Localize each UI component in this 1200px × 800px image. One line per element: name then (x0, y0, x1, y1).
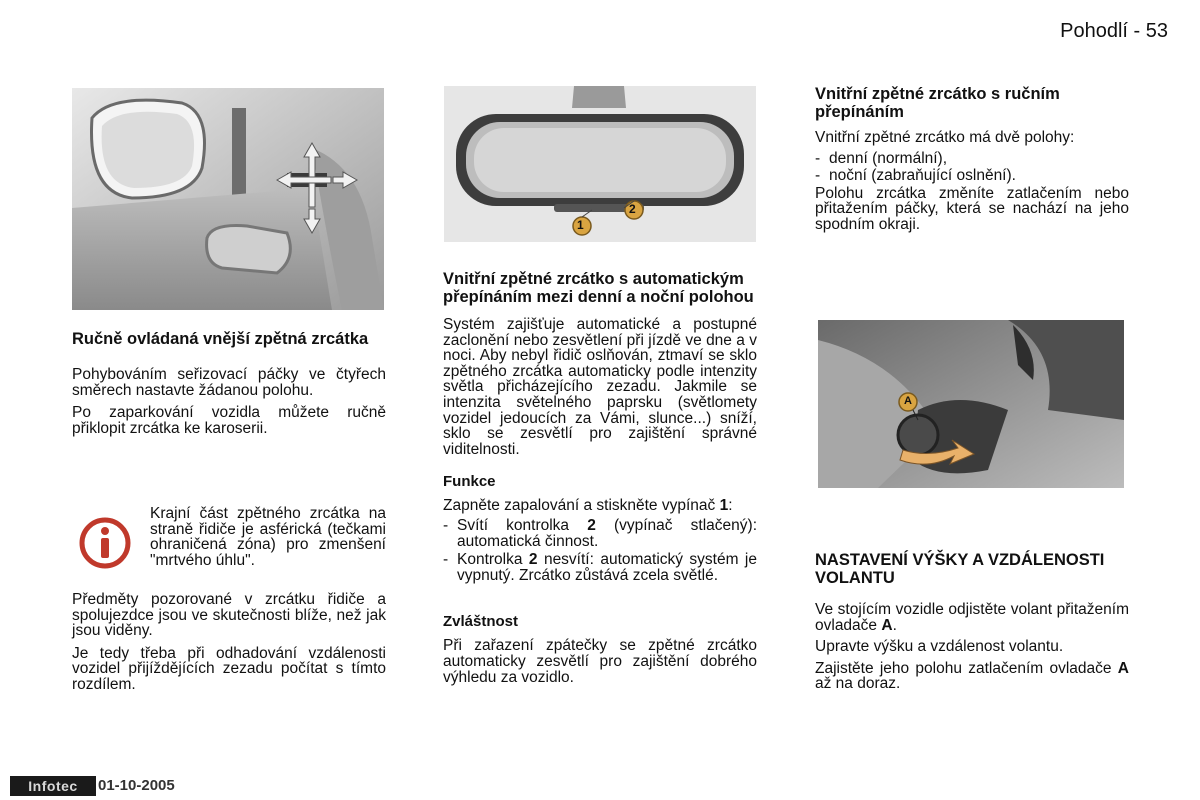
paragraph: Pohybováním seřizovací páčky ve čtyřech směrech nastavte žádanou polohu. (72, 366, 386, 399)
header-separator: - (1133, 20, 1141, 42)
paragraph: Polohu zrcátka změníte zatlačením nebo přitažením páčky, která se nachází na jeho spodním okraji. (815, 184, 1129, 233)
section-heading-auto-mirror: Vnitřní zpětné zrcátko s automatickým přepínáním mezi denní a noční polohou (443, 270, 754, 306)
indicator-ref: 2 (587, 516, 596, 534)
li-text: nesvítí: automatický systém je vypnutý. Zrcátko zůstává zcela světlé. (457, 551, 757, 584)
steering-lever-image (818, 320, 1124, 488)
page-header (1060, 20, 1168, 43)
paragraph: Při zařazení zpátečky se zpětné zrcátko automaticky zesvětlí pro zajištění dobrého výhledu za vozidlo. (443, 637, 757, 686)
exterior-mirror-illustration (72, 88, 384, 310)
paragraph: Je tedy třeba při odhadování vzdálenosti vozidel přijíždějících zezadu počítat s tímto rozdílem. (72, 644, 386, 693)
note-text: Krajní část zpětného zrcátka na straně řidiče je asférická (tečkami ohraničená zóna) pro zmenšení "mrtvého úhlu". (150, 505, 386, 569)
subheading-zvlastnost: Zvláštnost (443, 613, 519, 631)
section-heading-exterior-mirrors: Ručně ovládaná vnější zpětná zrcátka (72, 330, 369, 348)
list-item: - noční (zabraňující oslnění). (815, 168, 1129, 184)
paragraph: Po zaparkování vozidla můžete ručně přiklopit zrcátka ke karoserii. (72, 404, 386, 437)
funkce-intro-end: : (728, 497, 733, 515)
li-text: Kontrolka (457, 551, 529, 569)
info-icon-graphic (78, 516, 132, 570)
paragraph: Upravte výšku a vzdálenost volantu. (815, 638, 1064, 656)
paragraph (815, 661, 1129, 692)
callout-label-a: A (904, 395, 912, 407)
auto-mirror-section (443, 270, 757, 685)
callout-label-1: 1 (577, 218, 584, 232)
section-title: Pohodlí (1060, 20, 1128, 42)
para-text: . (892, 616, 897, 634)
paragraph: Předměty pozorované v zrcátku řidiče a spolujezdce jsou ve skutečnosti blíže, než jak jsou viděny. (72, 591, 386, 640)
li-text: Svítí kontrolka (457, 516, 588, 534)
callout-label-2: 2 (629, 202, 636, 216)
indicator-ref: 2 (528, 551, 538, 569)
list-item (443, 552, 757, 583)
print-date: 01-10-2005 (98, 777, 175, 794)
paragraph: Vnitřní zpětné zrcátko má dvě polohy: (815, 129, 1075, 146)
infotec-logo: Infotec (10, 776, 96, 796)
switch-ref: 1 (719, 497, 729, 515)
auto-rearview-mirror-image (444, 86, 756, 242)
section-heading-manual-mirror: Vnitřní zpětné zrcátko s ručním přepínáním (815, 85, 1060, 121)
paragraph (815, 602, 1129, 633)
info-note (150, 506, 386, 568)
funkce-intro (443, 498, 757, 514)
funkce-intro-text: Zapněte zapalování a stiskněte vypínač (443, 497, 720, 515)
subheading-funkce: Funkce (443, 473, 496, 491)
info-icon (78, 516, 132, 570)
steering-adjust-section (815, 551, 1129, 692)
steering-lever-illustration (818, 320, 1124, 488)
list-item (443, 518, 757, 549)
list-item: - denní (normální), (815, 151, 1129, 167)
funkce-list (443, 518, 757, 583)
para-text: Ve stojícím vozidle odjistěte volant přitažením ovladače (815, 601, 1129, 634)
li-text: (vypínač stlačený): automatická činnost. (457, 516, 757, 550)
page-number: 53 (1145, 20, 1168, 42)
mirror-warning-section (72, 592, 386, 693)
mirror-positions-list (815, 151, 1129, 184)
rearview-mirror-illustration (444, 86, 756, 242)
control-ref: A (1117, 659, 1129, 677)
exterior-mirror-image (72, 88, 384, 310)
para-text: Zajistěte jeho polohu zatlačením ovladače (815, 659, 1118, 677)
para-text: až na doraz. (815, 675, 901, 693)
manual-mirror-section (815, 85, 1129, 233)
control-ref: A (881, 616, 893, 634)
exterior-mirrors-section (72, 330, 386, 436)
paragraph: Systém zajišťuje automatické a postupné zaclonění nebo zesvětlení při jízdě ve dne a v noci. Aby nebyl řidič oslňován, ztmaví se sklo zpětného zrcátka automaticky podle intenzity světla přicházejícího zezadu. Jakmile se intenzita světelného paprsku (světlomety vozidel jedoucích za Vámi, slunce...) sníží, sklo se zesvětlí pro zajištění správné viditelnosti. (443, 316, 757, 458)
section-heading-steering: NASTAVENÍ VÝŠKY A VZDÁLENOSTI VOLANTU (815, 551, 1105, 587)
